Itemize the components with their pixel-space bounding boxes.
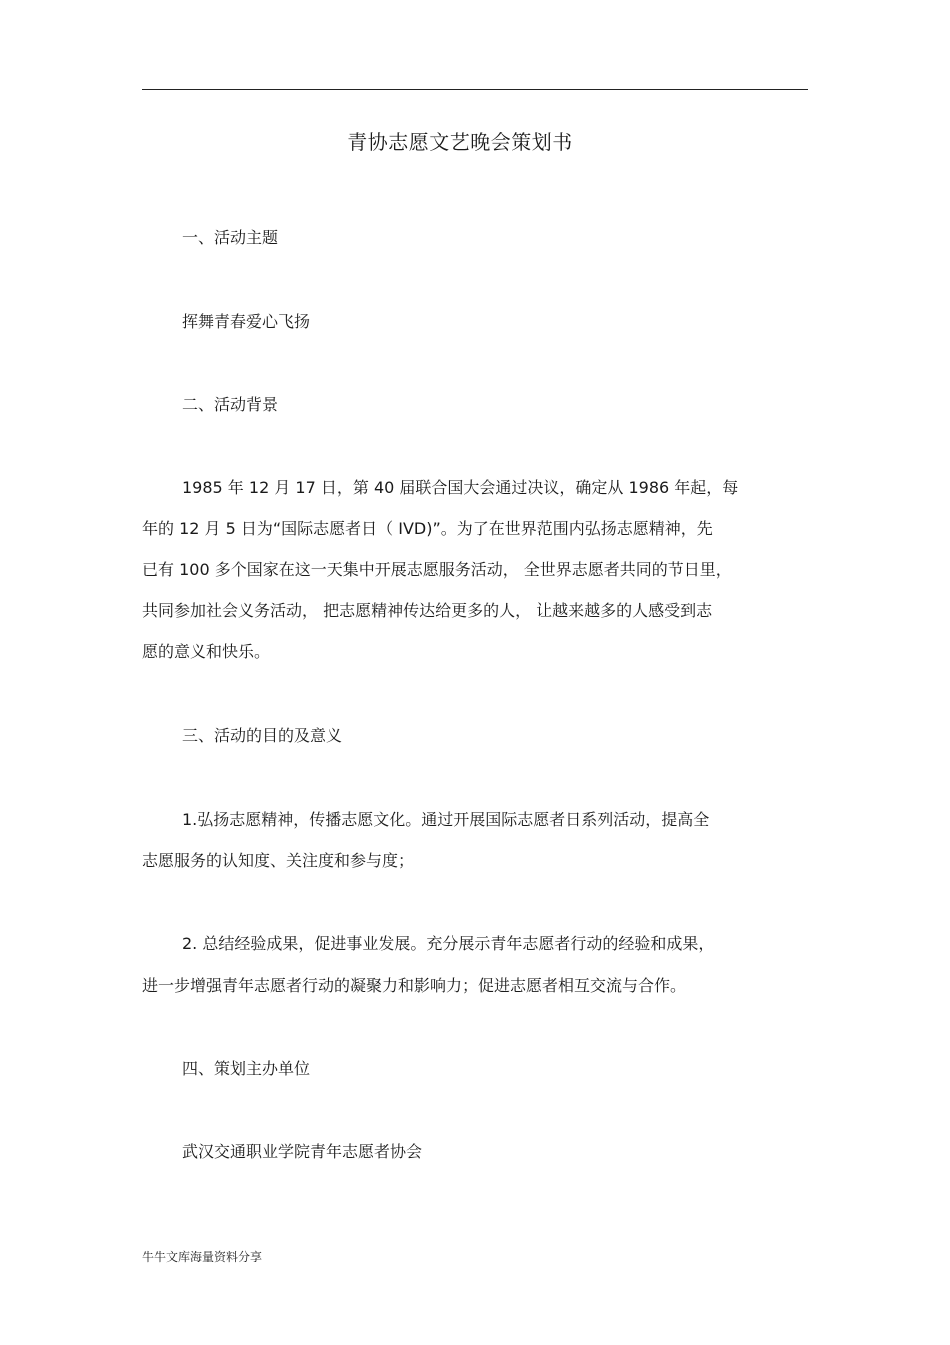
purpose-item-2 — [142, 932, 802, 998]
paragraph-line: 年的 12 月 5 日为“国际志愿者日（ IVD)”。为了在世界范围内弘扬志愿精神，先 — [142, 519, 713, 538]
section-heading-organizer: 四、策划主办单位 — [182, 1059, 311, 1078]
background-paragraph — [142, 476, 802, 664]
section-heading-purpose: 三、活动的目的及意义 — [182, 726, 343, 745]
paragraph-line: 1.弘扬志愿精神，传播志愿文化。通过开展国际志愿者日系列活动，提高全 — [182, 810, 710, 829]
paragraph-line: 志愿服务的认知度、关注度和参与度； — [142, 851, 415, 870]
section-heading-background: 二、活动背景 — [182, 395, 279, 414]
document-title: 青协志愿文艺晚会策划书 — [347, 130, 573, 154]
section-heading-theme: 一、活动主题 — [182, 228, 279, 247]
footer-text: 牛牛文库海量资料分享 — [142, 1250, 263, 1264]
paragraph-line: 进一步增强青年志愿者行动的凝聚力和影响力；促进志愿者相互交流与合作。 — [142, 976, 687, 995]
paragraph-line: 已有 100 多个国家在这一天集中开展志愿服务活动， 全世界志愿者共同的节日里， — [142, 560, 732, 579]
purpose-item-1 — [142, 808, 802, 873]
paragraph-line: 共同参加社会义务活动， 把志愿精神传达给更多的人， 让越来越多的人感受到志 — [142, 601, 713, 620]
paragraph-line: 1985 年 12 月 17 日，第 40 届联合国大会通过决议，确定从 1986 年起，每 — [182, 478, 739, 497]
paragraph-line: 2. 总结经验成果，促进事业发展。充分展示青年志愿者行动的经验和成果， — [182, 934, 715, 953]
theme-text: 挥舞青春爱心飞扬 — [182, 312, 311, 331]
header-rule — [142, 89, 808, 90]
paragraph-line: 愿的意义和快乐。 — [142, 642, 271, 661]
organizer-text: 武汉交通职业学院青年志愿者协会 — [182, 1142, 423, 1161]
